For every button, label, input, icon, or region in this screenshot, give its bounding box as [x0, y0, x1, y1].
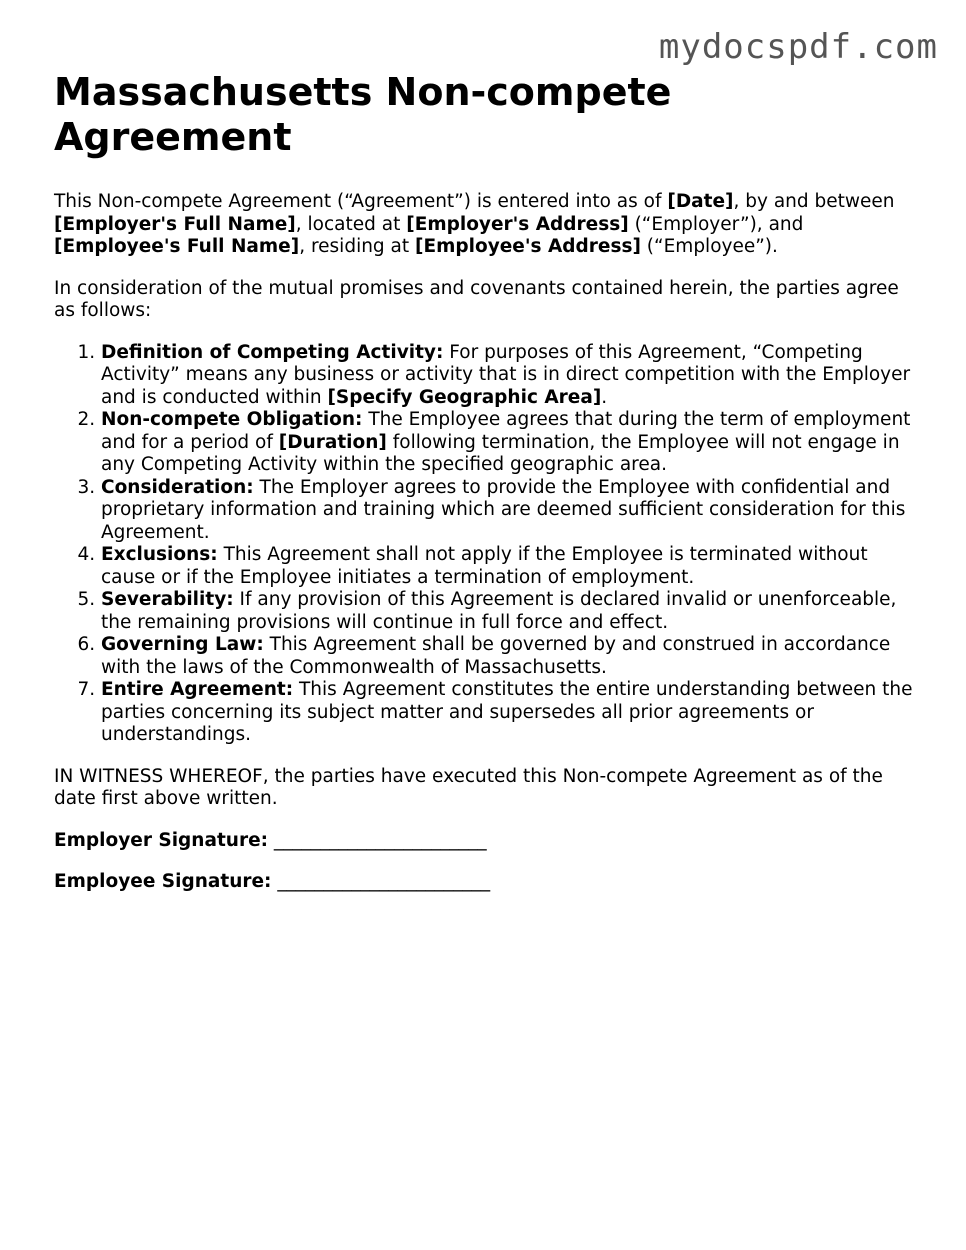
intro-paragraph	[54, 191, 924, 259]
employee-address-placeholder: [Employee's Address]	[415, 236, 641, 257]
clause-item	[101, 589, 924, 634]
intro-text: This Non-compete Agreement (“Agreement”) is entered into as of	[54, 191, 668, 212]
intro-text: , by and between	[733, 191, 895, 212]
employer-name-placeholder: [Employer's Full Name]	[54, 213, 296, 235]
employee-signature-line[interactable]: _______________________	[271, 871, 491, 892]
clause-heading: Consideration:	[101, 476, 254, 498]
clause-heading: Entire Agreement:	[101, 679, 294, 700]
clause-item	[101, 409, 924, 477]
clause-text: following termination, the Employee will not engage in any Competing Activity within the specified geographic area.	[101, 431, 900, 475]
date-placeholder: [Date]	[667, 191, 734, 212]
employee-name-placeholder: [Employee's Full Name]	[54, 236, 300, 257]
clause-list	[54, 342, 924, 747]
clause-text: The Employer agrees to provide the Employee with confidential and proprietary information and training which are deemed sufficient consideration for this Agreement.	[101, 476, 906, 543]
clause-text: For purposes of this Agreement, “Competing Activity” means any business or activity that is in direct competition with the Employer and is conducted within	[101, 341, 911, 408]
clause-heading: Definition of Competing Activity:	[101, 341, 444, 363]
clause-item	[101, 342, 924, 410]
document-body	[54, 70, 924, 894]
employer-signature-line[interactable]: _______________________	[268, 829, 487, 851]
consideration-paragraph: In consideration of the mutual promises and covenants contained herein, the parties agree as follows:	[54, 277, 899, 321]
clause-placeholder: [Specify Geographic Area]	[327, 386, 602, 408]
clause-heading: Exclusions:	[101, 544, 218, 565]
intro-text: (“Employee”).	[640, 236, 778, 257]
intro-text: (“Employer”), and	[628, 213, 804, 235]
witness-paragraph: IN WITNESS WHEREOF, the parties have executed this Non-compete Agreement as of the date first above written.	[54, 765, 883, 809]
clause-placeholder: [Duration]	[278, 431, 387, 453]
document-title: Massachusetts Non-compete Agreement	[54, 70, 672, 159]
clause-text: This Agreement constitutes the entire understanding between the parties concerning its subject matter and supersedes all prior agreements or understandings.	[101, 679, 913, 745]
employer-address-placeholder: [Employer's Address]	[406, 213, 629, 235]
employer-signature-label: Employer Signature:	[54, 829, 269, 851]
clause-text: This Agreement shall not apply if the Employee is terminated without cause or if the Employee initiates a termination of employment.	[101, 544, 868, 588]
clause-text: If any provision of this Agreement is declared invalid or unenforceable, the remaining provisions will continue in full force and effect.	[101, 589, 897, 633]
clause-heading: Governing Law:	[101, 634, 264, 655]
clause-text: .	[601, 386, 608, 408]
clause-heading: Non-compete Obligation:	[101, 409, 363, 430]
intro-text: , residing at	[299, 236, 416, 257]
clause-item	[101, 634, 924, 679]
clause-item	[101, 679, 924, 747]
employee-signature-row	[54, 871, 924, 894]
employee-signature-label: Employee Signature:	[54, 871, 272, 892]
clause-text: This Agreement shall be governed by and construed in accordance with the laws of the Commonwealth of Massachusetts.	[101, 634, 891, 678]
watermark: mydocspdf.com	[658, 27, 938, 67]
clause-heading: Severability:	[101, 589, 234, 610]
employer-signature-row	[54, 830, 924, 853]
clause-item	[101, 477, 924, 545]
clause-item	[101, 544, 924, 589]
clause-text: The Employee agrees that during the term of employment and for a period of	[101, 409, 911, 453]
intro-text: , located at	[295, 213, 407, 235]
